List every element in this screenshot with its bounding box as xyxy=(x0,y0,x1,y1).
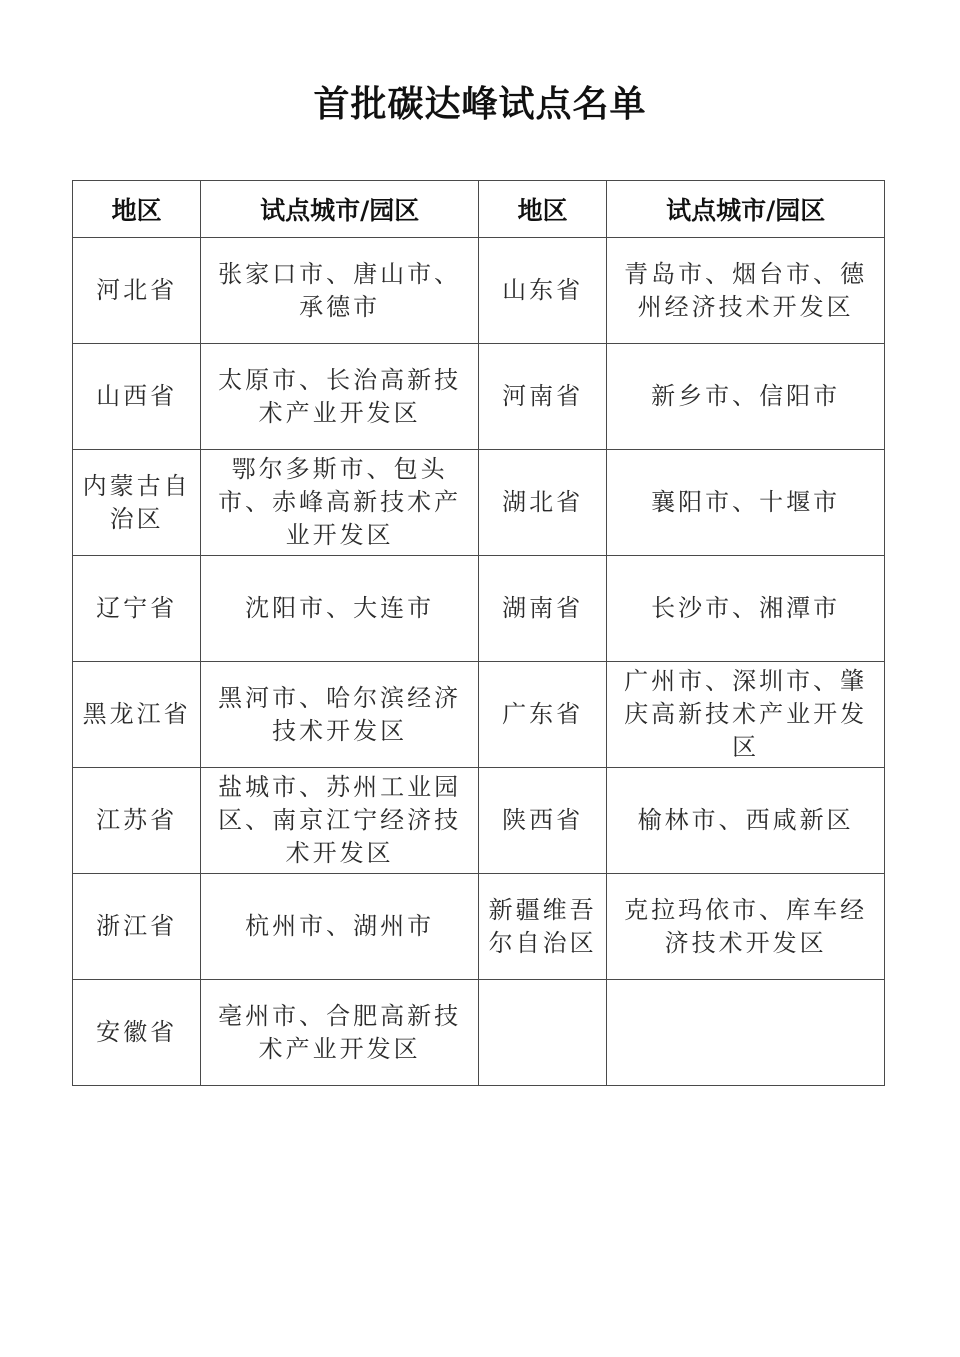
cities-cell: 亳州市、合肥高新技术产业开发区 xyxy=(201,980,479,1086)
region-cell: 黑龙江省 xyxy=(73,662,201,768)
cities-cell: 盐城市、苏州工业园区、南京江宁经济技术开发区 xyxy=(201,768,479,874)
region-cell: 广东省 xyxy=(478,662,606,768)
table-row xyxy=(73,556,885,662)
cities-cell: 青岛市、烟台市、德州经济技术开发区 xyxy=(607,238,885,344)
cities-cell: 克拉玛依市、库车经济技术开发区 xyxy=(607,874,885,980)
cities-cell: 榆林市、西咸新区 xyxy=(607,768,885,874)
region-cell: 辽宁省 xyxy=(73,556,201,662)
region-cell: 河北省 xyxy=(73,238,201,344)
table-row xyxy=(73,238,885,344)
region-cell: 江苏省 xyxy=(73,768,201,874)
cities-cell: 广州市、深圳市、肇庆高新技术产业开发区 xyxy=(607,662,885,768)
cities-cell: 鄂尔多斯市、包头市、赤峰高新技术产业开发区 xyxy=(201,450,479,556)
header-cities-left: 试点城市/园区 xyxy=(201,181,479,238)
table-row xyxy=(73,450,885,556)
table-header-row xyxy=(73,181,885,238)
table-row xyxy=(73,768,885,874)
table-row xyxy=(73,344,885,450)
table-row xyxy=(73,980,885,1086)
cities-cell: 太原市、长治高新技术产业开发区 xyxy=(201,344,479,450)
document-title: 首批碳达峰试点名单 xyxy=(313,83,647,125)
header-cities-right: 试点城市/园区 xyxy=(607,181,885,238)
region-cell: 内蒙古自治区 xyxy=(73,450,201,556)
cities-cell: 新乡市、信阳市 xyxy=(607,344,885,450)
table-row xyxy=(73,874,885,980)
pilot-list-table xyxy=(72,180,885,1086)
region-cell: 山东省 xyxy=(478,238,606,344)
table-row xyxy=(73,662,885,768)
cities-cell: 长沙市、湘潭市 xyxy=(607,556,885,662)
region-cell: 湖北省 xyxy=(478,450,606,556)
cities-cell: 杭州市、湖州市 xyxy=(201,874,479,980)
header-region-right: 地区 xyxy=(478,181,606,238)
cities-cell: 黑河市、哈尔滨经济技术开发区 xyxy=(201,662,479,768)
region-cell: 安徽省 xyxy=(73,980,201,1086)
cities-cell: 张家口市、唐山市、承德市 xyxy=(201,238,479,344)
cities-cell: 沈阳市、大连市 xyxy=(201,556,479,662)
region-cell: 浙江省 xyxy=(73,874,201,980)
region-cell: 湖南省 xyxy=(478,556,606,662)
empty-region-cell xyxy=(478,980,606,1086)
region-cell: 陕西省 xyxy=(478,768,606,874)
region-cell: 新疆维吾尔自治区 xyxy=(478,874,606,980)
empty-cities-cell xyxy=(607,980,885,1086)
region-cell: 河南省 xyxy=(478,344,606,450)
cities-cell: 襄阳市、十堰市 xyxy=(607,450,885,556)
region-cell: 山西省 xyxy=(73,344,201,450)
header-region-left: 地区 xyxy=(73,181,201,238)
